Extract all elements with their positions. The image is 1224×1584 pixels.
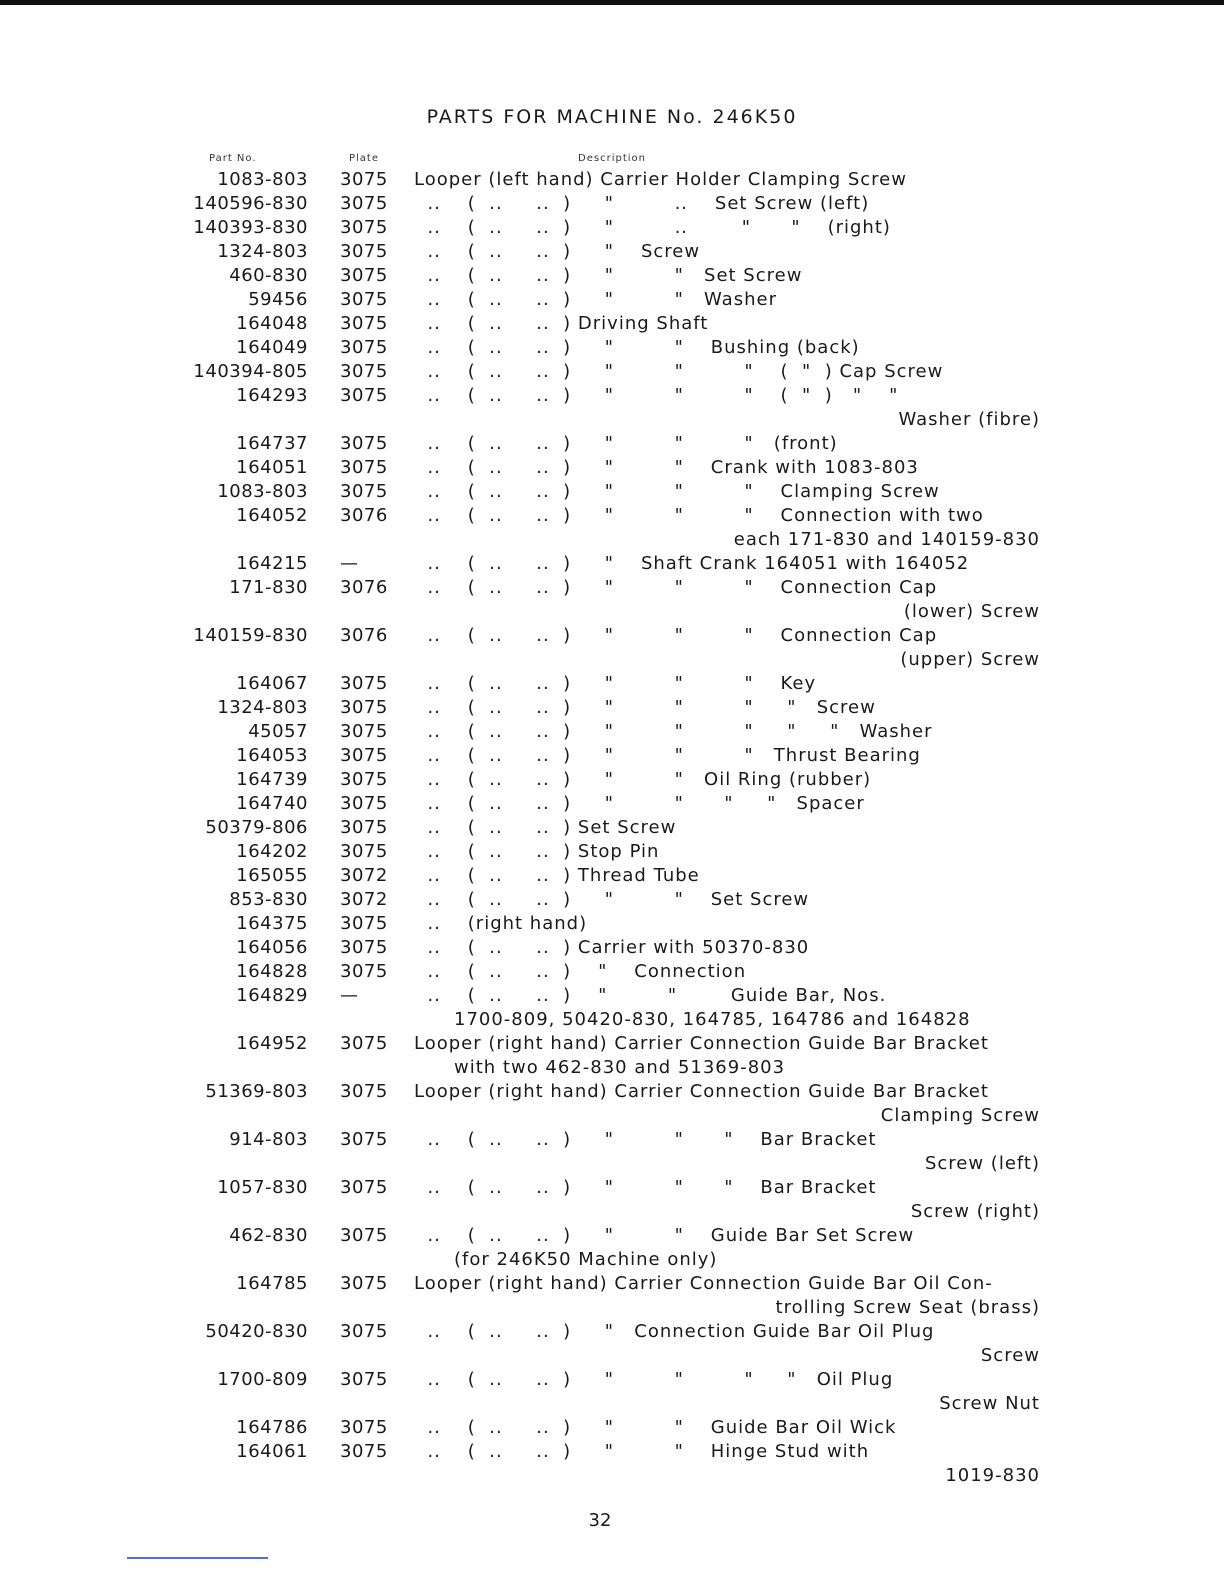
plate-number: 3076	[340, 625, 388, 646]
table-row	[0, 192, 1224, 216]
description-line: (upper) Screw	[900, 649, 1040, 670]
description	[414, 168, 1044, 192]
part-number: 462-830	[229, 1225, 308, 1246]
part-number: 1083-803	[217, 481, 308, 502]
plate-number: 3075	[340, 1225, 388, 1246]
plate-number: 3075	[340, 241, 388, 262]
table-row	[0, 960, 1224, 984]
part-number: 914-803	[229, 1129, 308, 1150]
plate-number: 3075	[340, 1081, 388, 1102]
plate-number: 3075	[340, 817, 388, 838]
plate-number: 3075	[340, 913, 388, 934]
description	[414, 864, 1044, 888]
description	[414, 1320, 1044, 1368]
description-line: .. ( .. .. ) Set Screw	[414, 817, 677, 838]
table-row	[0, 576, 1224, 624]
part-number: 140596-830	[193, 193, 308, 214]
description-line: each 171-830 and 140159-830	[733, 529, 1040, 550]
description-line: .. ( .. .. ) " " " Key	[414, 673, 817, 694]
description	[414, 840, 1044, 864]
table-row	[0, 1272, 1224, 1320]
description	[414, 240, 1044, 264]
plate-number: 3076	[340, 577, 388, 598]
description-line: Screw (right)	[910, 1201, 1040, 1222]
part-number: 460-830	[229, 265, 308, 286]
table-row	[0, 456, 1224, 480]
page-title: PARTS FOR MACHINE No. 246K50	[426, 106, 798, 128]
description	[414, 216, 1044, 240]
table-row	[0, 360, 1224, 384]
description	[414, 888, 1044, 912]
table-row	[0, 288, 1224, 312]
part-number: 164375	[236, 913, 308, 934]
part-number: 164048	[236, 313, 308, 334]
description-line: .. ( .. .. ) " Connection Guide Bar Oil Plug	[414, 1321, 935, 1342]
description	[414, 1032, 1044, 1080]
part-number: 164952	[236, 1033, 308, 1054]
description	[414, 1128, 1044, 1176]
description-line: Washer (fibre)	[898, 409, 1040, 430]
description	[414, 1176, 1044, 1224]
description-line: .. ( .. .. ) " " " Clamping Screw	[414, 481, 940, 502]
description-line: .. ( .. .. ) " Screw	[414, 241, 701, 262]
description	[414, 192, 1044, 216]
parts-table	[0, 168, 1224, 1488]
part-number: 164829	[236, 985, 308, 1006]
table-row	[0, 432, 1224, 456]
description-line: .. ( .. .. ) " " Guide Bar Set Screw	[414, 1225, 915, 1246]
plate-number: —	[340, 985, 359, 1006]
description-line: .. ( .. .. ) " " " ( " ) Cap Screw	[414, 361, 944, 382]
description-line: .. ( .. .. ) Driving Shaft	[414, 313, 709, 334]
table-row	[0, 240, 1224, 264]
description-line: .. ( .. .. ) " .. Set Screw (left)	[414, 193, 870, 214]
plate-number: 3075	[340, 961, 388, 982]
part-number: 164053	[236, 745, 308, 766]
part-number: 1083-803	[217, 169, 308, 190]
bottom-rule	[127, 1557, 268, 1559]
part-number: 1057-830	[217, 1177, 308, 1198]
plate-number: 3075	[340, 481, 388, 502]
part-number: 853-830	[229, 889, 308, 910]
description-line: .. ( .. .. ) " .. " " (right)	[414, 217, 891, 238]
plate-number: 3075	[340, 313, 388, 334]
plate-number: 3075	[340, 1129, 388, 1150]
description-line: .. ( .. .. ) " " Guide Bar, Nos.	[414, 985, 887, 1006]
table-row	[0, 1176, 1224, 1224]
description	[414, 792, 1044, 816]
table-row	[0, 984, 1224, 1032]
plate-number: 3075	[340, 1033, 388, 1054]
part-number: 171-830	[229, 577, 308, 598]
part-number: 45057	[248, 721, 308, 742]
table-row	[0, 1080, 1224, 1128]
description	[414, 1440, 1044, 1488]
description-line: .. ( .. .. ) " " " " Spacer	[414, 793, 865, 814]
table-row	[0, 888, 1224, 912]
description	[414, 288, 1044, 312]
plate-number: 3075	[340, 265, 388, 286]
description-line: 1019-830	[945, 1465, 1040, 1486]
table-row	[0, 816, 1224, 840]
description-line: .. (right hand)	[414, 913, 588, 934]
table-row	[0, 1440, 1224, 1488]
plate-number: 3075	[340, 1417, 388, 1438]
plate-number: 3075	[340, 1369, 388, 1390]
description	[414, 1272, 1044, 1320]
description-line: (for 246K50 Machine only)	[454, 1249, 718, 1270]
description-line: .. ( .. .. ) " " " ( " ) " "	[414, 385, 899, 406]
description-line: .. ( .. .. ) " " " Connection with two	[414, 505, 984, 526]
table-row	[0, 264, 1224, 288]
plate-number: 3075	[340, 1321, 388, 1342]
description-line: .. ( .. .. ) Stop Pin	[414, 841, 660, 862]
table-row	[0, 720, 1224, 744]
part-number: 50379-806	[205, 817, 308, 838]
plate-number: 3075	[340, 841, 388, 862]
plate-number: 3075	[340, 745, 388, 766]
description	[414, 672, 1044, 696]
description	[414, 744, 1044, 768]
description	[414, 576, 1044, 624]
part-number: 164215	[236, 553, 308, 574]
part-number: 164740	[236, 793, 308, 814]
plate-number: 3075	[340, 937, 388, 958]
part-number: 1324-803	[217, 697, 308, 718]
plate-number: 3075	[340, 769, 388, 790]
part-number: 164828	[236, 961, 308, 982]
part-number: 164056	[236, 937, 308, 958]
description-line: with two 462-830 and 51369-803	[454, 1057, 786, 1078]
plate-number: 3075	[340, 1441, 388, 1462]
description	[414, 384, 1044, 432]
table-row	[0, 696, 1224, 720]
table-row	[0, 1128, 1224, 1176]
description	[414, 768, 1044, 792]
description-line: .. ( .. .. ) " " " " Oil Plug	[414, 1369, 894, 1390]
description	[414, 480, 1044, 504]
top-rule	[0, 0, 1224, 5]
plate-number: 3075	[340, 457, 388, 478]
table-row	[0, 1224, 1224, 1272]
table-row	[0, 384, 1224, 432]
part-number: 1324-803	[217, 241, 308, 262]
table-row	[0, 1032, 1224, 1080]
part-number: 164067	[236, 673, 308, 694]
column-header-part-no: Part No.	[209, 153, 257, 164]
description-line: Clamping Screw	[880, 1105, 1040, 1126]
plate-number: 3075	[340, 433, 388, 454]
part-number: 164202	[236, 841, 308, 862]
description-line: Screw (left)	[924, 1153, 1040, 1174]
plate-number: 3075	[340, 697, 388, 718]
description	[414, 1368, 1044, 1416]
table-row	[0, 768, 1224, 792]
column-header-description: Description	[578, 153, 646, 164]
column-header-plate: Plate	[349, 153, 380, 164]
part-number: 164785	[236, 1273, 308, 1294]
description	[414, 816, 1044, 840]
description-line: Screw	[980, 1345, 1040, 1366]
table-row	[0, 552, 1224, 576]
plate-number: 3076	[340, 505, 388, 526]
description	[414, 624, 1044, 672]
description	[414, 1224, 1044, 1272]
description-line: .. ( .. .. ) " " " " " Washer	[414, 721, 933, 742]
description-line: 1700-809, 50420-830, 164785, 164786 and 164828	[454, 1009, 971, 1030]
table-row	[0, 1368, 1224, 1416]
part-number: 140394-805	[193, 361, 308, 382]
plate-number: 3075	[340, 1273, 388, 1294]
description	[414, 1080, 1044, 1128]
description	[414, 552, 1044, 576]
table-row	[0, 792, 1224, 816]
part-number: 140159-830	[193, 625, 308, 646]
table-row	[0, 840, 1224, 864]
description-line: .. ( .. .. ) Carrier with 50370-830	[414, 937, 810, 958]
description	[414, 960, 1044, 984]
description-line: Looper (left hand) Carrier Holder Clamping Screw	[414, 169, 907, 190]
description	[414, 696, 1044, 720]
description-line: .. ( .. .. ) " " " Connection Cap	[414, 577, 938, 598]
plate-number: —	[340, 553, 359, 574]
table-row	[0, 672, 1224, 696]
description	[414, 984, 1044, 1032]
plate-number: 3072	[340, 865, 388, 886]
part-number: 165055	[236, 865, 308, 886]
plate-number: 3072	[340, 889, 388, 910]
description-line: .. ( .. .. ) " " Oil Ring (rubber)	[414, 769, 872, 790]
plate-number: 3075	[340, 673, 388, 694]
part-number: 164049	[236, 337, 308, 358]
description-line: .. ( .. .. ) " Shaft Crank 164051 with 164052	[414, 553, 970, 574]
table-row	[0, 936, 1224, 960]
part-number: 164739	[236, 769, 308, 790]
table-row	[0, 168, 1224, 192]
description-line: .. ( .. .. ) " " Bushing (back)	[414, 337, 860, 358]
part-number: 51369-803	[205, 1081, 308, 1102]
description-line: .. ( .. .. ) " " Hinge Stud with	[414, 1441, 870, 1462]
plate-number: 3075	[340, 337, 388, 358]
part-number: 164293	[236, 385, 308, 406]
table-row	[0, 1416, 1224, 1440]
table-row	[0, 624, 1224, 672]
description	[414, 504, 1044, 552]
description-line: Looper (right hand) Carrier Connection Guide Bar Bracket	[414, 1081, 989, 1102]
table-row	[0, 480, 1224, 504]
description-line: .. ( .. .. ) " " " Bar Bracket	[414, 1177, 877, 1198]
plate-number: 3075	[340, 1177, 388, 1198]
description-line: .. ( .. .. ) " " " Bar Bracket	[414, 1129, 877, 1150]
description-line: .. ( .. .. ) " " Set Screw	[414, 889, 810, 910]
description-line: Screw Nut	[939, 1393, 1040, 1414]
description-line: .. ( .. .. ) " " " Connection Cap	[414, 625, 938, 646]
description	[414, 720, 1044, 744]
part-number: 164051	[236, 457, 308, 478]
part-number: 59456	[248, 289, 308, 310]
description-line: .. ( .. .. ) " " " Thrust Bearing	[414, 745, 921, 766]
plate-number: 3075	[340, 289, 388, 310]
description-line: .. ( .. .. ) " " Washer	[414, 289, 777, 310]
part-number: 164737	[236, 433, 308, 454]
description-line: (lower) Screw	[903, 601, 1040, 622]
table-row	[0, 864, 1224, 888]
table-row	[0, 744, 1224, 768]
description	[414, 912, 1044, 936]
table-row	[0, 504, 1224, 552]
plate-number: 3075	[340, 793, 388, 814]
table-row	[0, 336, 1224, 360]
description	[414, 936, 1044, 960]
description	[414, 1416, 1044, 1440]
table-row	[0, 216, 1224, 240]
part-number: 1700-809	[217, 1369, 308, 1390]
part-number: 140393-830	[193, 217, 308, 238]
part-number: 164052	[236, 505, 308, 526]
table-row	[0, 1320, 1224, 1368]
part-number: 164061	[236, 1441, 308, 1462]
description-line: .. ( .. .. ) " " Set Screw	[414, 265, 803, 286]
plate-number: 3075	[340, 721, 388, 742]
description-line: trolling Screw Seat (brass)	[775, 1297, 1040, 1318]
description	[414, 264, 1044, 288]
description-line: .. ( .. .. ) " " " (front)	[414, 433, 838, 454]
description	[414, 360, 1044, 384]
description-line: .. ( .. .. ) " " " " Screw	[414, 697, 876, 718]
description-line: Looper (right hand) Carrier Connection Guide Bar Bracket	[414, 1033, 989, 1054]
part-number: 164786	[236, 1417, 308, 1438]
description-line: .. ( .. .. ) " " Guide Bar Oil Wick	[414, 1417, 897, 1438]
description	[414, 456, 1044, 480]
table-row	[0, 312, 1224, 336]
table-row	[0, 912, 1224, 936]
plate-number: 3075	[340, 361, 388, 382]
description-line: .. ( .. .. ) Thread Tube	[414, 865, 700, 886]
description	[414, 312, 1044, 336]
plate-number: 3075	[340, 217, 388, 238]
description-line: .. ( .. .. ) " Connection	[414, 961, 747, 982]
page-number: 32	[588, 1510, 612, 1531]
description-line: Looper (right hand) Carrier Connection Guide Bar Oil Con-	[414, 1273, 993, 1294]
description	[414, 432, 1044, 456]
part-number: 50420-830	[205, 1321, 308, 1342]
plate-number: 3075	[340, 169, 388, 190]
description	[414, 336, 1044, 360]
description-line: .. ( .. .. ) " " Crank with 1083-803	[414, 457, 919, 478]
plate-number: 3075	[340, 193, 388, 214]
plate-number: 3075	[340, 385, 388, 406]
